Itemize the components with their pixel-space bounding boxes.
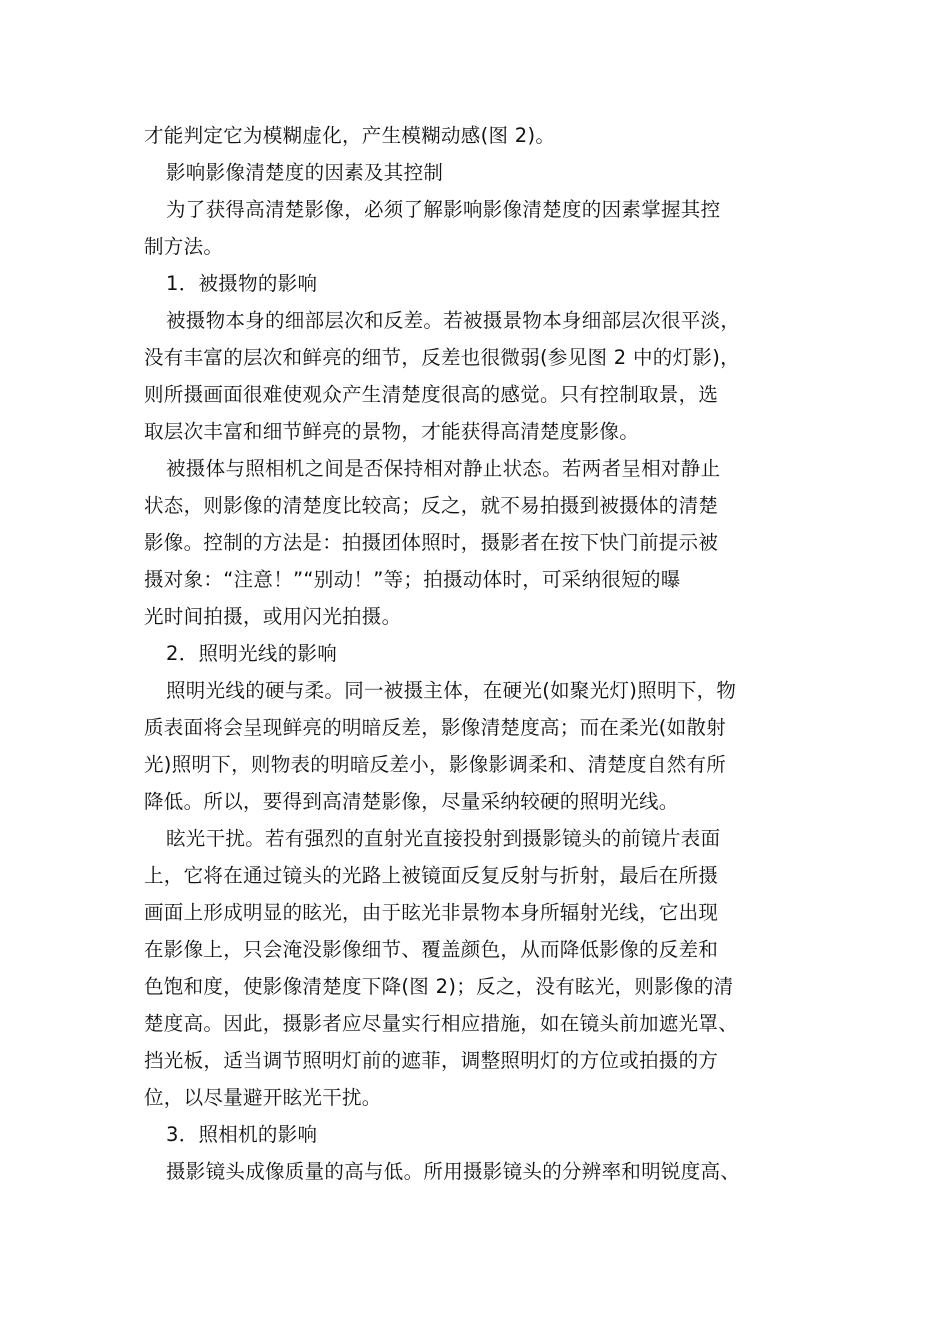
- text-line: 光)照明下，则物表的明暗反差小，影像影调柔和、清楚度自然有所: [144, 753, 727, 776]
- text-line: 被摄体与照相机之间是否保持相对静止状态。若两者呈相对静止: [166, 457, 721, 480]
- text-line: 制方法。: [144, 235, 224, 258]
- text-line: 色饱和度，使影像清楚度下降(图 2)；反之，没有眩光，则影像的清: [144, 975, 734, 998]
- text-line: 照明光线的硬与柔。同一被摄主体，在硬光(如聚光灯)照明下，物: [166, 679, 737, 702]
- text-line: 降低。所以，要得到高清楚影像，尽量采纳较硬的照明光线。: [144, 790, 679, 813]
- text-line: 则所摄画面很难使观众产生清楚度很高的感觉。只有控制取景，选: [144, 383, 719, 406]
- text-line: 光时间拍摄，或用闪光拍摄。: [144, 605, 402, 628]
- section-title: 影响影像清楚度的因素及其控制: [166, 161, 444, 184]
- text-line: 挡光板，适当调节照明灯前的遮菲，调整照明灯的方位或拍摄的方: [144, 1049, 719, 1072]
- text-line: 状态，则影像的清楚度比较高；反之，就不易拍摄到被摄体的清楚: [144, 494, 719, 517]
- text-line: 画面上形成明显的眩光，由于眩光非景物本身所辐射光线，它出现: [144, 901, 719, 924]
- section-heading-2: 2．照明光线的影响: [166, 642, 338, 665]
- text-line: 摄对象：“注意！”“别动！”等；拍摄动体时，可采纳很短的曝: [144, 568, 681, 591]
- text-line: 被摄物本身的细部层次和反差。若被摄景物本身细部层次很平淡，: [166, 309, 741, 332]
- text-line: 质表面将会呈现鲜亮的明暗反差，影像清楚度高；而在柔光(如散射: [144, 716, 727, 739]
- text-line: 才能判定它为模糊虚化，产生模糊动感(图 2)。: [144, 124, 556, 147]
- text-line: 眩光干扰。若有强烈的直射光直接投射到摄影镜头的前镜片表面: [166, 827, 721, 850]
- text-line: 影像。控制的方法是：拍摄团体照时，摄影者在按下快门前提示被: [144, 531, 719, 554]
- text-line: 上，它将在通过镜头的光路上被镜面反复反射与折射，最后在所摄: [144, 864, 719, 887]
- text-line: 没有丰富的层次和鲜亮的细节，反差也很微弱(参见图 2 中的灯影)，: [144, 346, 740, 369]
- text-line: 为了获得高清楚影像，必须了解影响影像清楚度的因素掌握其控: [166, 198, 721, 221]
- document-body: [144, 117, 814, 1190]
- text-line: 位，以尽量避开眩光干扰。: [144, 1086, 382, 1109]
- section-heading-1: 1．被摄物的影响: [166, 272, 318, 295]
- text-line: 取层次丰富和细节鲜亮的景物，才能获得高清楚度影像。: [144, 420, 640, 443]
- text-line: 在影像上，只会淹没影像细节、覆盖颜色，从而降低影像的反差和: [144, 938, 719, 961]
- section-heading-3: 3．照相机的影响: [166, 1123, 318, 1146]
- text-line: 楚度高。因此，摄影者应尽量实行相应措施，如在镜头前加遮光罩、: [144, 1012, 739, 1035]
- text-line: 摄影镜头成像质量的高与低。所用摄影镜头的分辨率和明锐度高、: [166, 1160, 741, 1183]
